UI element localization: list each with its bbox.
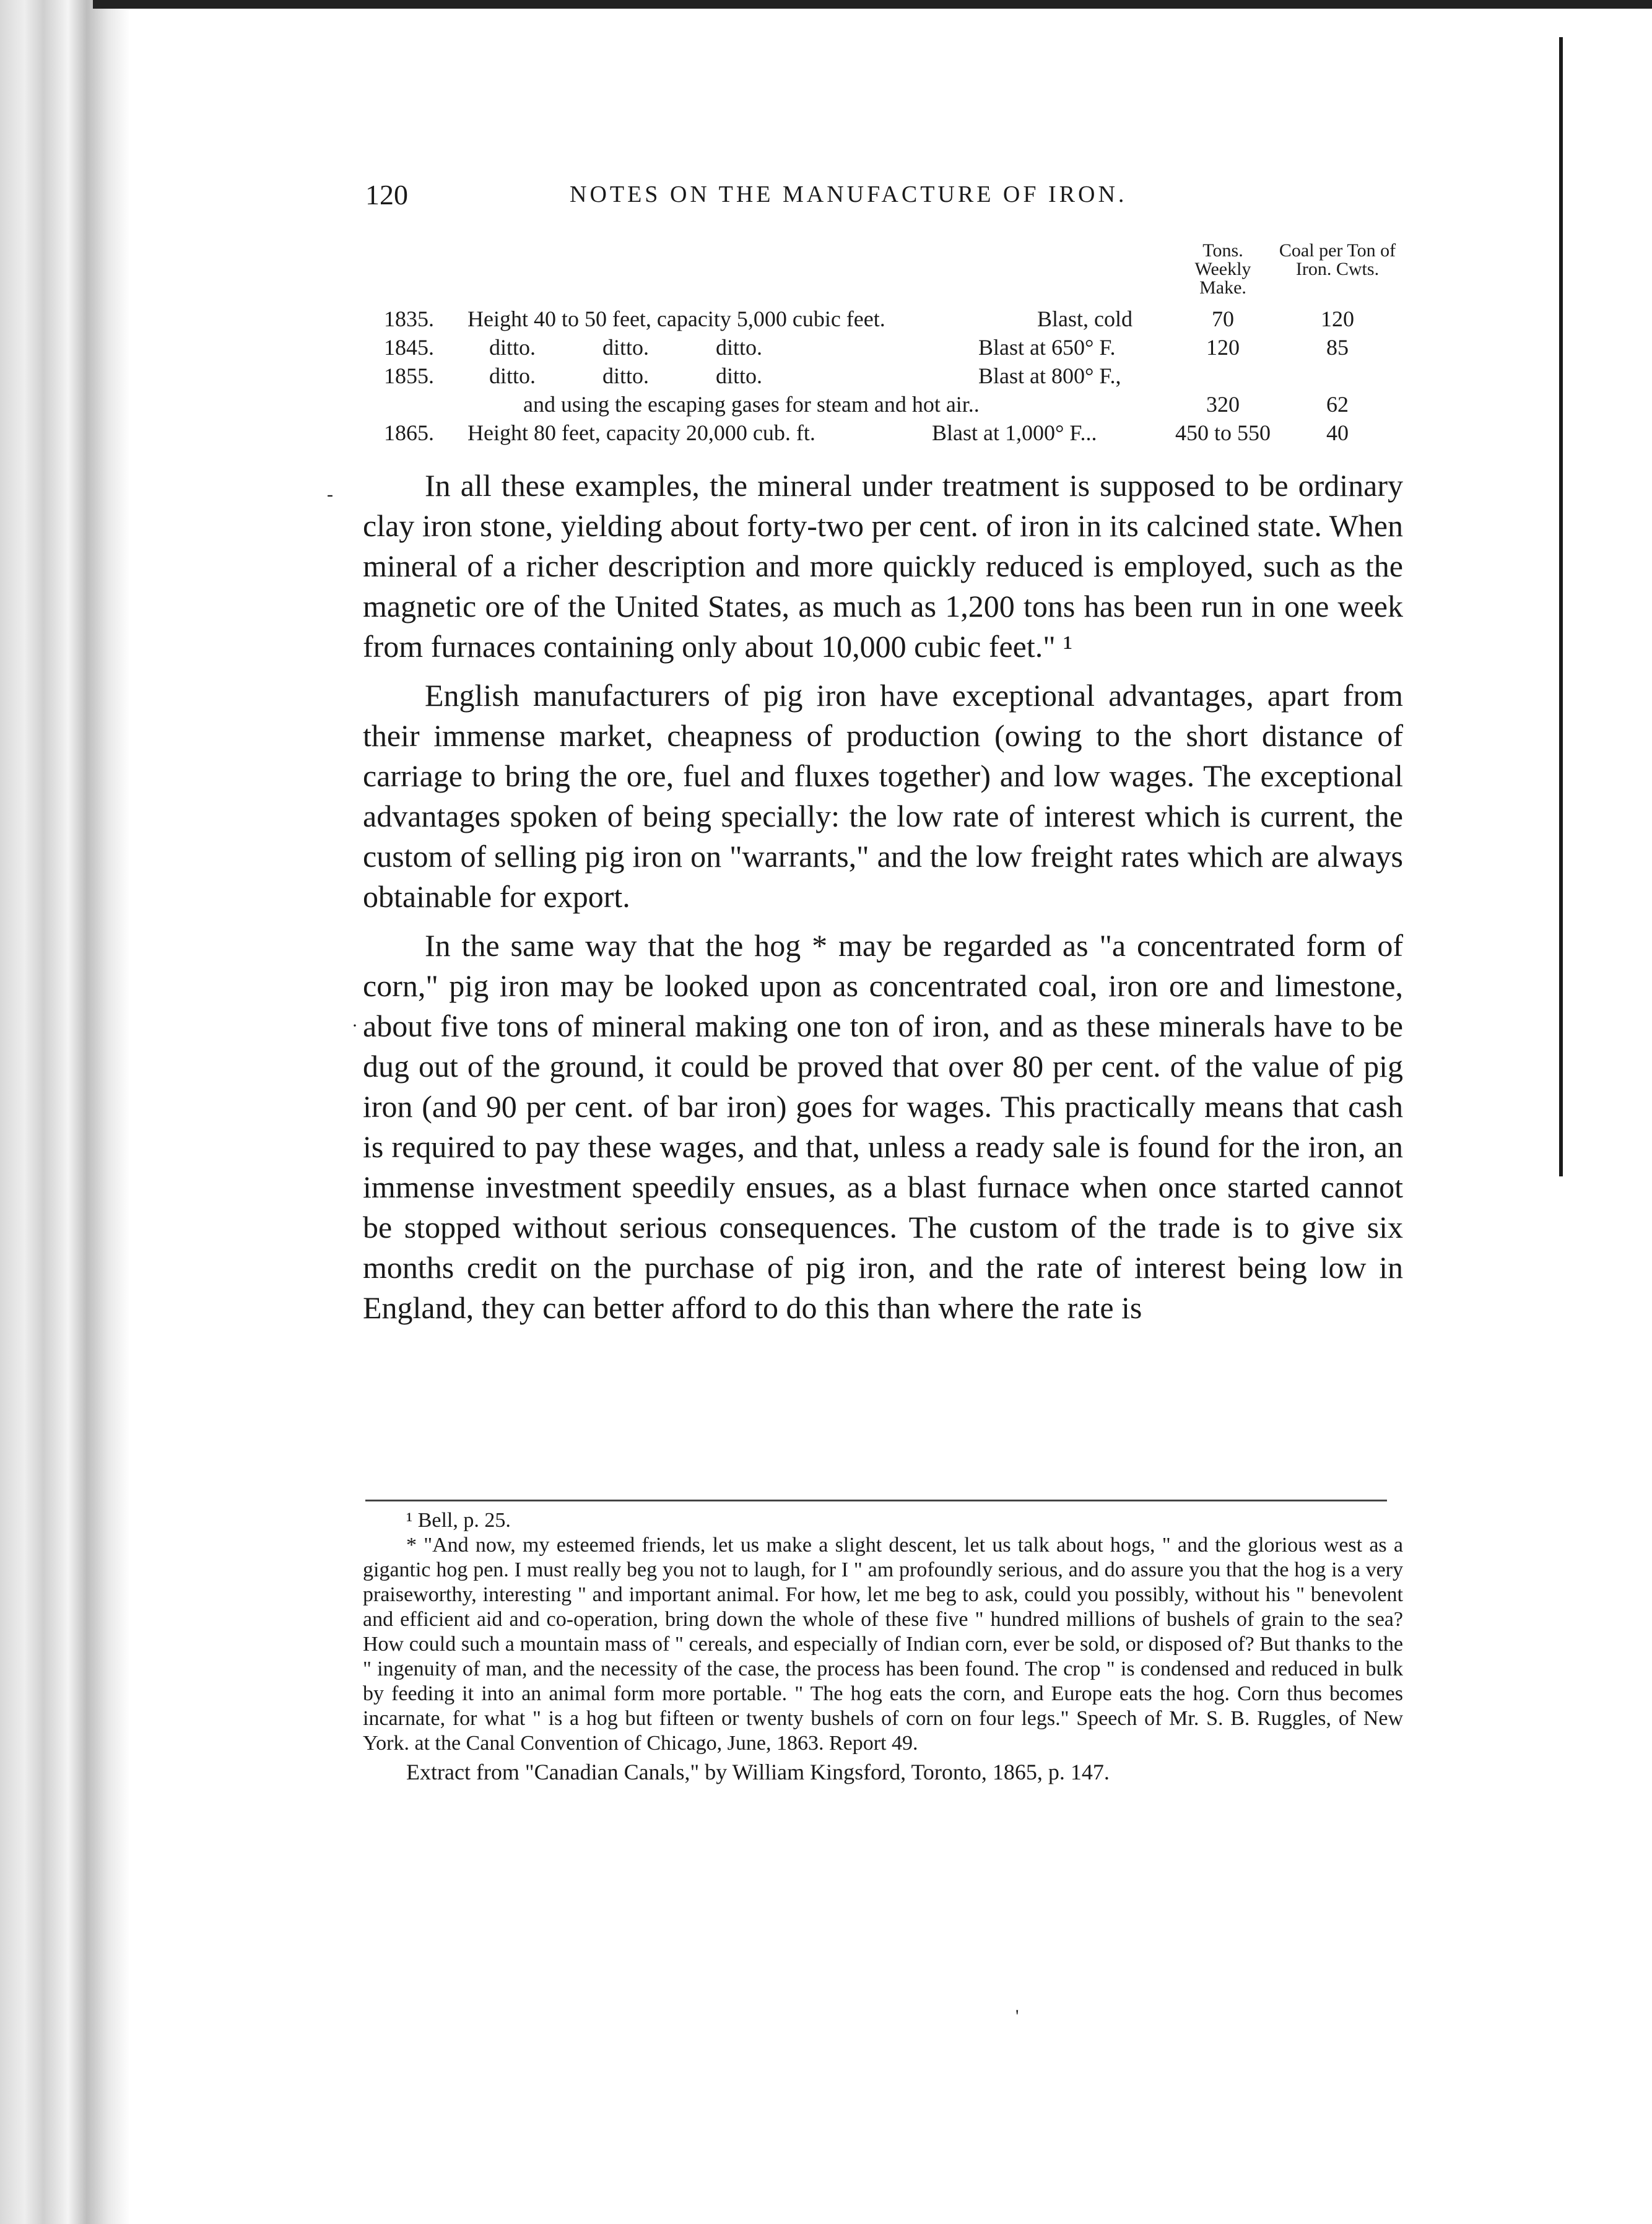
row-tons: 120	[1206, 335, 1240, 360]
table-row	[365, 306, 1406, 334]
body-text	[363, 466, 1403, 1337]
row-blast: Blast, cold	[1037, 306, 1132, 331]
row-description: Height 40 to 50 feet, capacity 5,000 cubic feet.	[467, 306, 885, 331]
row-blast: Blast at 1,000° F...	[932, 420, 1097, 445]
facing-page-margin	[1559, 9, 1652, 2224]
table-row	[365, 334, 1406, 363]
row-coal: 85	[1326, 335, 1349, 360]
page-header	[365, 178, 1406, 215]
table-row	[365, 420, 1406, 448]
column-header-tons: Tons. Weekly Make.	[1194, 240, 1251, 298]
page-number: 120	[365, 179, 408, 211]
row-coal: 62	[1326, 392, 1349, 417]
book-spine-shadow	[0, 0, 130, 2224]
footnote-bell: ¹ Bell, p. 25.	[406, 1509, 511, 1532]
row-year: 1855.	[384, 363, 434, 388]
margin-mark: '	[1015, 2006, 1019, 2026]
row-tons: 320	[1206, 392, 1240, 417]
row-description: Height 80 feet, capacity 20,000 cub. ft.	[467, 420, 815, 445]
row-blast: Blast at 800° F.,	[978, 363, 1121, 388]
row-coal: 120	[1321, 306, 1354, 331]
source-citation: Extract from "Canadian Canals," by William Kingsford, Toronto, 1865, p. 147.	[406, 1760, 1110, 1784]
row-year: 1845.	[384, 335, 434, 360]
row-blast: Blast at 650° F.	[978, 335, 1116, 360]
footnote-hog-speech: * "And now, my esteemed friends, let us make a slight descent, let us talk about hogs, " and the glorious west as a gigantic hog pen. I must really beg you not to laugh, for I " am profoundly serious, and do assure you that the hog is a very praiseworthy, interesting " and important animal. For how, let me beg to ask, could you possibly, without his " benevolent and efficient aid and co-operation, bring down the whole of these five " hundred millions of bushels of grain to the sea? How could such a mountain mass of " cereals, and especially of Indian corn, ever be sold, or disposed of? But thanks to the " ingenuity of man, and the necessity of the case, the process has been found. The crop " is condensed and reduced in bulk by feeding it into an animal form more portable. " The hog eats the corn, and Europe eats the hog. Corn thus becomes incarnate, for what " is a hog but fifteen or twenty bushels of corn on four legs." Speech of Mr. S. B. Ruggles, of New York. at the Canal Convention of Chicago, June, 1863. Report 49.	[363, 1534, 1403, 1755]
margin-mark: -	[327, 484, 333, 505]
table-row	[365, 391, 1406, 420]
page-top-edge	[93, 0, 1652, 9]
row-tons: 70	[1212, 306, 1234, 331]
row-description: ditto. ditto. ditto.	[489, 335, 763, 360]
row-description: ditto. ditto. ditto.	[489, 363, 763, 388]
footnote-divider	[365, 1500, 1387, 1501]
margin-mark: ·	[352, 1015, 358, 1036]
row-coal: 40	[1326, 420, 1349, 445]
paragraph: English manufacturers of pig iron have exceptional advantages, apart from their immense market, cheapness of production (owing to the short distance of carriage to bring the ore, fuel and fluxes together) and low wages. The exceptional advantages spoken of being specially: the low rate of interest which is current, the custom of selling pig iron on "warrants," and the low freight rates which are always obtainable for export.	[363, 678, 1403, 914]
running-head: NOTES ON THE MANUFACTURE OF IRON.	[570, 181, 1128, 207]
row-year: 1835.	[384, 306, 434, 331]
paragraph: In all these examples, the mineral under treatment is supposed to be ordinary clay iron stone, yielding about forty-two per cent. of iron in its calcined state. When mineral of a richer description and more quickly reduced is employed, such as the magnetic ore of the United States, as much as 1,200 tons has been run in one week from furnaces containing only about 10,000 cubic feet." ¹	[363, 468, 1403, 664]
facing-page-edge	[1559, 37, 1563, 1176]
table-row	[365, 363, 1406, 391]
paragraph: In the same way that the hog * may be regarded as "a concentrated form of corn," pig iron may be looked upon as concentrated coal, iron ore and limestone, about five tons of mineral making one ton of iron, and as these minerals have to be dug out of the ground, it could be proved that over 80 per cent. of the value of pig iron (and 90 per cent. of bar iron) goes for wages. This practically means that cash is required to pay these wages, and that, unless a ready sale is found for the iron, an immense investment speedily ensues, as a blast furnace when once started cannot be stopped without serious consequences. The custom of the trade is to give six months credit on the purchase of pig iron, and the rate of interest being low in England, they can better afford to do this than where the rate is	[363, 928, 1403, 1325]
column-header-coal: Coal per Ton of Iron. Cwts.	[1279, 240, 1396, 279]
row-description: and using the escaping gases for steam and hot air..	[523, 392, 980, 417]
furnace-table	[365, 241, 1406, 452]
row-tons: 450 to 550	[1175, 420, 1271, 445]
row-year: 1865.	[384, 420, 434, 445]
footnotes	[363, 1508, 1403, 1784]
